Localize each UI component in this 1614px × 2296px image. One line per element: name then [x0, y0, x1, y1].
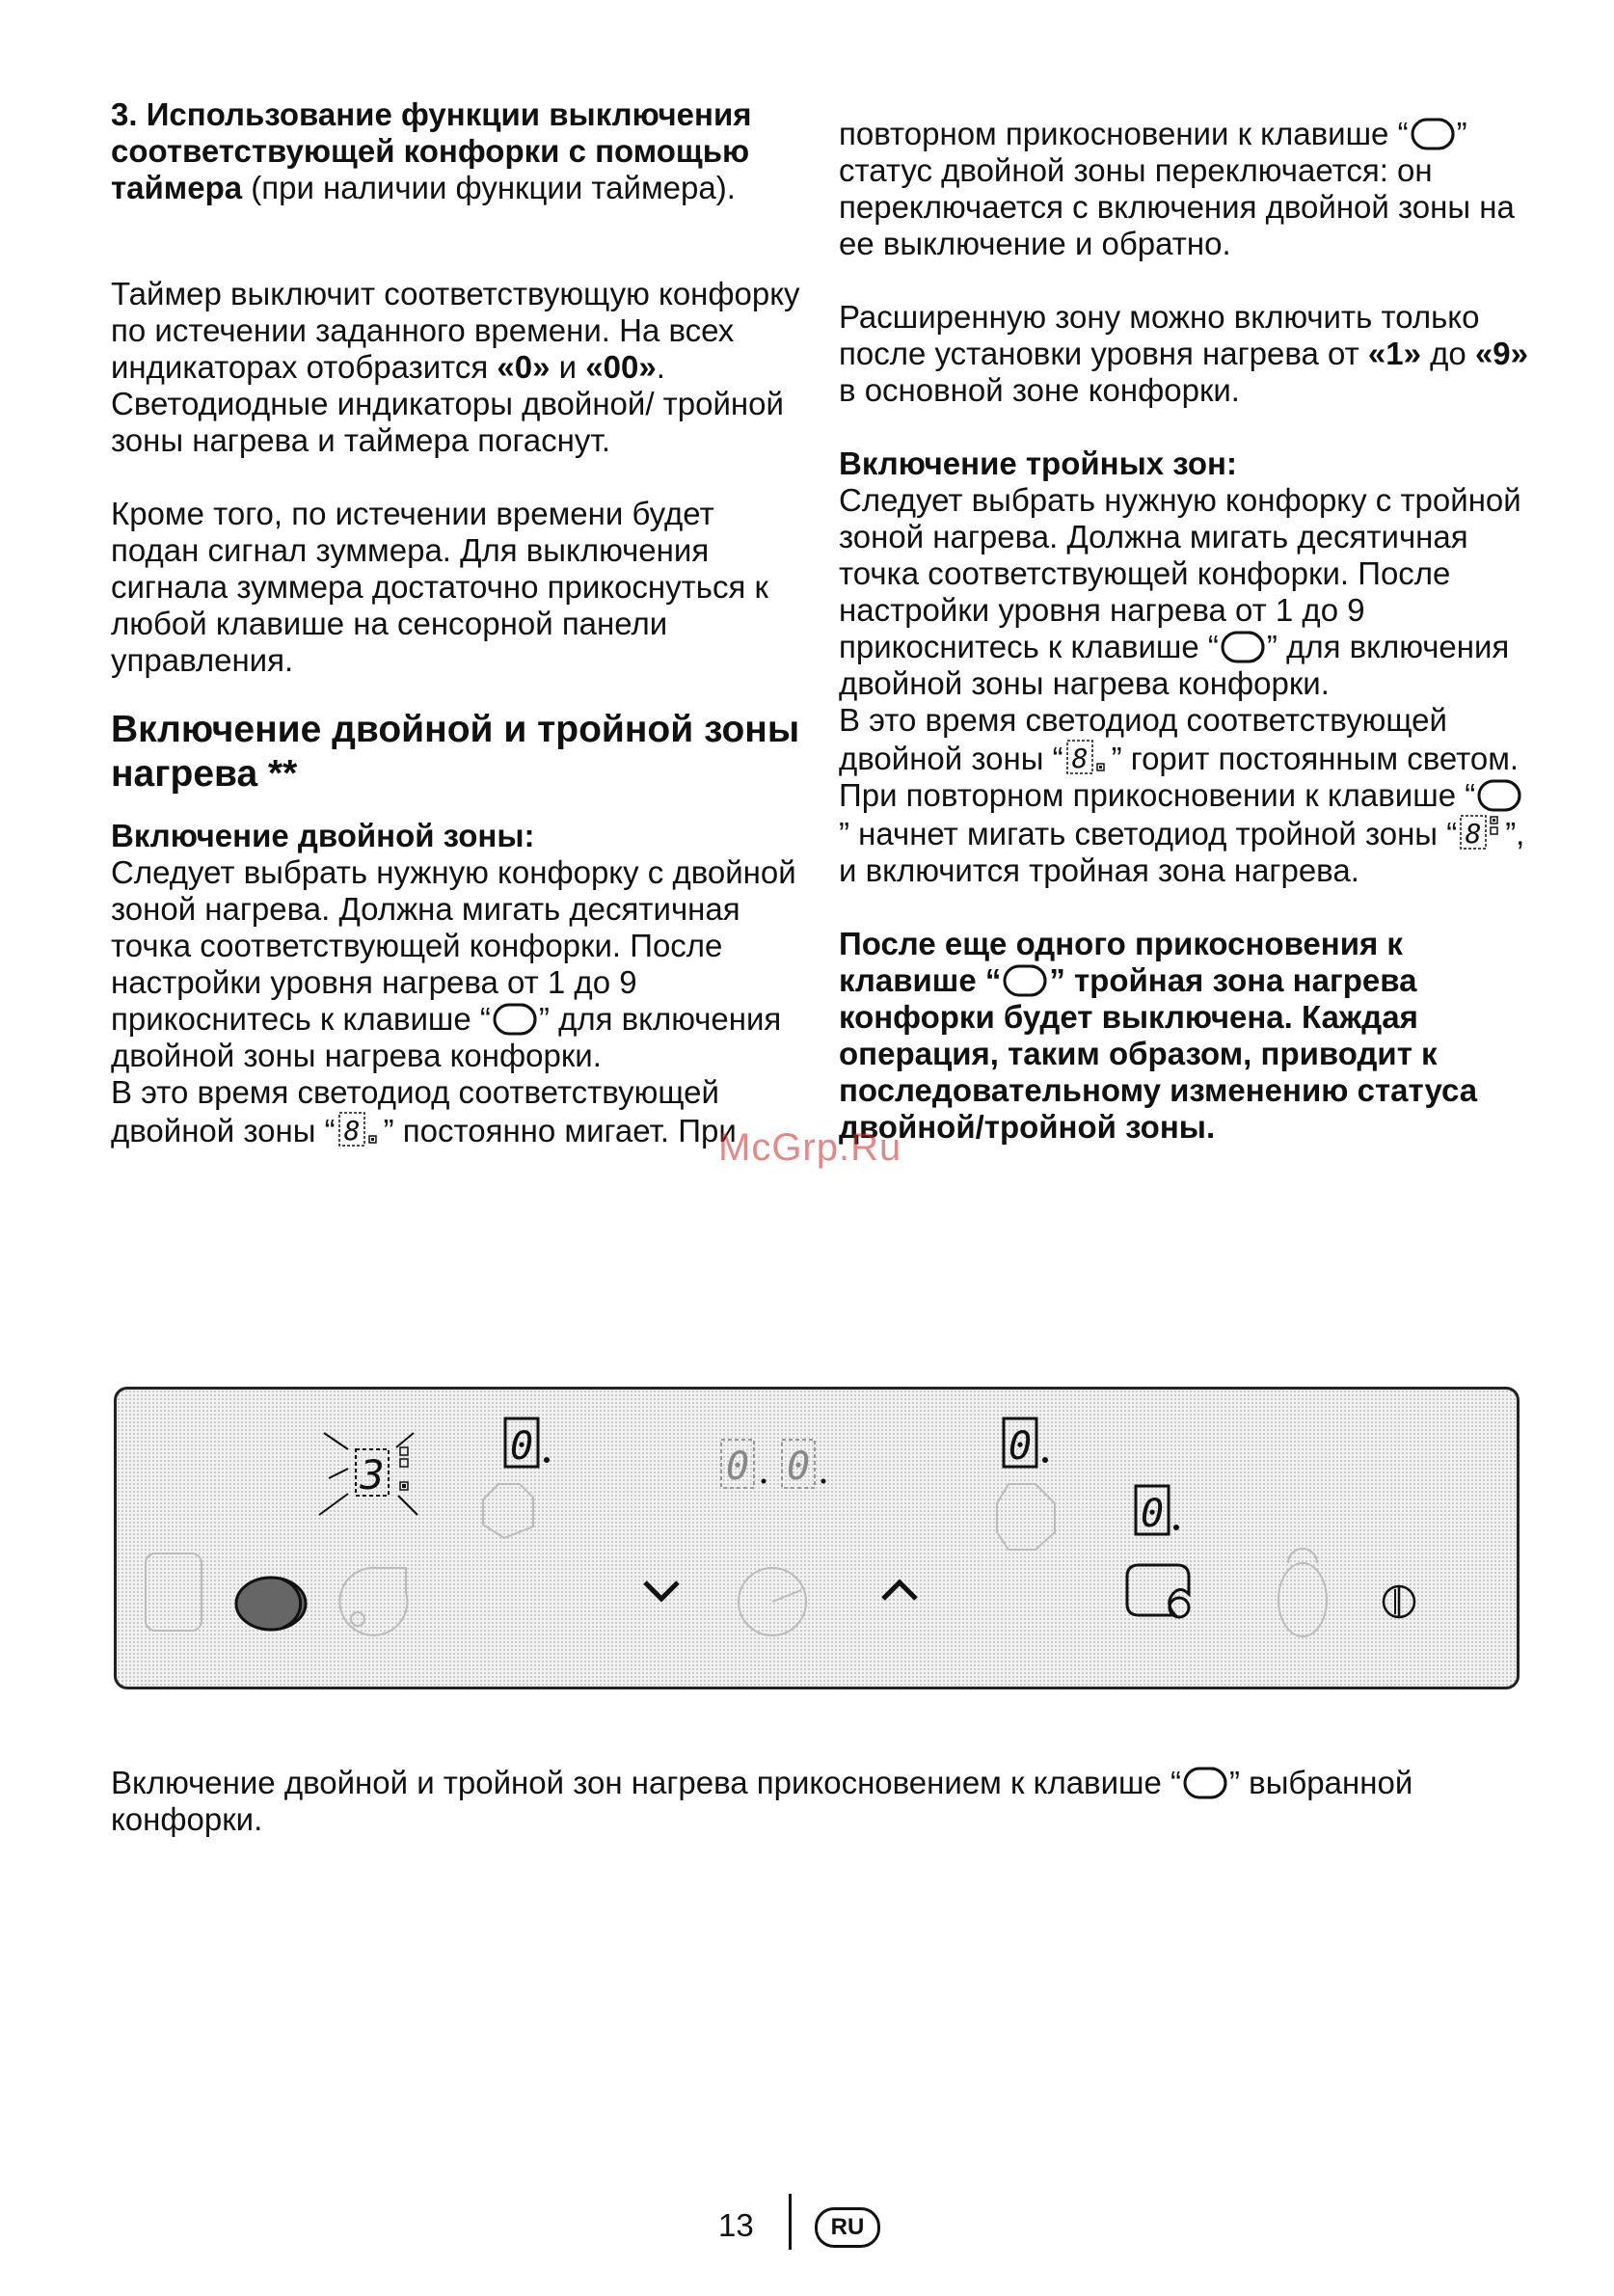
section-title: Включение двойной и тройной зоны нагрева ** [111, 709, 800, 795]
zone3-digit: 0 [1008, 1424, 1033, 1469]
timer-clock-icon[interactable] [739, 1568, 806, 1635]
timer-text-3: . Светодиодные индикаторы двойной/ тройной зоны нагрева и таймера погаснут. [111, 349, 784, 458]
triple-led-paragraph [839, 702, 1533, 889]
triple-off-text-1: После еще одного прикосновения к клавише “ [839, 926, 1403, 998]
dual-zone-subtitle: Включение двойной зоны: [111, 818, 535, 853]
triple-text-1: Следует выбрать нужную конфорку с тройной зоной нагрева. Должна мигать десятичная точка соответствующей конфорки. После настройки уровня нагрева от 1 до 9 прикоснитесь к клавише “ [839, 482, 1521, 664]
minus-button[interactable] [645, 1582, 678, 1599]
zone2-display [505, 1418, 550, 1469]
timer-text-2: и [550, 349, 586, 385]
extended-text-3: в основной зоне конфорки. [839, 372, 1240, 408]
timer-digit-2: 0 [786, 1445, 811, 1489]
dual-zone-key-icon [493, 1003, 537, 1036]
zone4-select-button[interactable] [1127, 1565, 1189, 1617]
dual-zone-key-icon [1003, 964, 1047, 997]
dual-zone-key-icon [1183, 1767, 1227, 1799]
triple-led-text-4: ”, и включится тройная зона нагрева. [839, 816, 1525, 888]
dual-zone-key-icon [1221, 631, 1265, 663]
buzzer-paragraph: Кроме того, по истечении времени будет подан сигнал зуммера. Для выключения сигнала зуммера достаточно прикоснуться к любой клавише на сенсорной панели управления. [111, 496, 768, 678]
page-number: 13 [718, 2207, 754, 2243]
zone2-burner-icon [483, 1484, 533, 1538]
caption-text-2: ” выбранной конфорки. [111, 1765, 1413, 1837]
zone2-digit: 0 [509, 1424, 534, 1469]
left-zone-display-blinking [319, 1433, 417, 1515]
timer-double-zero: «00» [585, 349, 657, 385]
left-column [111, 96, 805, 1149]
zone-select-button-2[interactable] [339, 1568, 407, 1635]
timer-paragraph [111, 276, 805, 459]
zone3-burner-icon [997, 1484, 1055, 1550]
timer-off-heading-rest: (при наличии функции таймера). [242, 170, 736, 205]
dual-zone-led-icon [337, 1111, 382, 1148]
triple-off-paragraph [839, 926, 1533, 1146]
timer-text-1: Таймер выключит соответствующую конфорку по истечении заданного времени. На всех индикаторах отобразится [111, 276, 800, 385]
language-badge: RU [815, 2207, 880, 2248]
dual-zone-key-icon [1477, 779, 1521, 812]
triple-zone-led-icon [1459, 814, 1503, 851]
triple-led-text-2: ” горит постоянным светом. При повторном прикосновении к клавише “ [839, 741, 1520, 813]
dual-zone-key-icon [1411, 118, 1455, 150]
control-panel [114, 1387, 1520, 1689]
right-column [839, 116, 1533, 1146]
page-footer [0, 2194, 1614, 2252]
zone4-display [1136, 1486, 1179, 1536]
extended-zone-paragraph [839, 299, 1533, 409]
extended-level-1: «1» [1367, 336, 1421, 371]
dual-zone-led-icon [1065, 739, 1110, 775]
footer-divider [789, 2194, 792, 2250]
timer-off-heading [111, 96, 805, 206]
timer-digit-1: 0 [725, 1445, 750, 1489]
watermark: McGrp.Ru [718, 1126, 902, 1169]
plus-button[interactable] [883, 1582, 916, 1599]
burner-select-button-active[interactable] [236, 1578, 306, 1630]
panel-caption [111, 1765, 1519, 1838]
toggle-paragraph [839, 116, 1533, 262]
timer-off-heading-bold: 3. Использование функции выключения соответствующей конфорки с помощью таймера [111, 96, 752, 205]
timer-display [721, 1440, 826, 1489]
extended-level-9: «9» [1474, 336, 1528, 371]
triple-led-text-1: В это время светодиод соответствующей двойной зоны “ [839, 702, 1447, 776]
dual-zone-text-1: Следует выбрать нужную конфорку с двойной зоной нагрева. Должна мигать десятичная точка соответствующей конфорки. После настройки уровня нагрева от 1 до 9 прикоснитесь к клавише “ [111, 854, 796, 1037]
dual-zone-led-text-2: ” постоянно мигает. При [383, 1113, 737, 1148]
caption-text-1: Включение двойной и тройной зон нагрева прикосновением к клавише “ [111, 1765, 1181, 1800]
left-zone-digit: 3 [360, 1451, 385, 1499]
toggle-text-1: повторном прикосновении к клавише “ [839, 116, 1409, 151]
toggle-text-2: ” статус двойной зоны переключается: он переключается с включения двойной зоны на ее выключение и обратно. [839, 116, 1515, 261]
extended-text-2: до [1420, 336, 1475, 371]
triple-off-text-2: ” тройная зона нагрева конфорки будет выключена. Каждая операция, таким образом, приводит к последовательному изменению статуса двойной/тройной зоны. [839, 962, 1478, 1145]
zone3-display [1004, 1418, 1048, 1469]
timer-zero: «0» [497, 349, 551, 385]
triple-text-2: ” для включения двойной зоны нагрева конфорки. [839, 629, 1510, 701]
zone4-digit: 0 [1140, 1492, 1165, 1536]
triple-led-text-3: ” начнет мигать светодиод тройной зоны “ [839, 816, 1458, 851]
extended-text-1: Расширенную зону можно включить только после установки уровня нагрева от [839, 299, 1480, 371]
dual-zone-text-2: ” для включения двойной зоны нагрева конфорки. [111, 1001, 782, 1073]
triple-zone-paragraph [839, 482, 1533, 702]
dual-zone-led-paragraph [111, 1074, 805, 1149]
control-panel-drawing [117, 1390, 1517, 1687]
triple-zone-subtitle: Включение тройных зон: [839, 446, 1237, 481]
power-button[interactable] [1384, 1586, 1414, 1617]
dual-zone-led-text-1: В это время светодиод соответствующей двойной зоны “ [111, 1074, 719, 1148]
key-lock-button[interactable] [146, 1553, 202, 1631]
dual-zone-paragraph [111, 854, 805, 1074]
child-lock-icon[interactable] [1278, 1549, 1327, 1636]
